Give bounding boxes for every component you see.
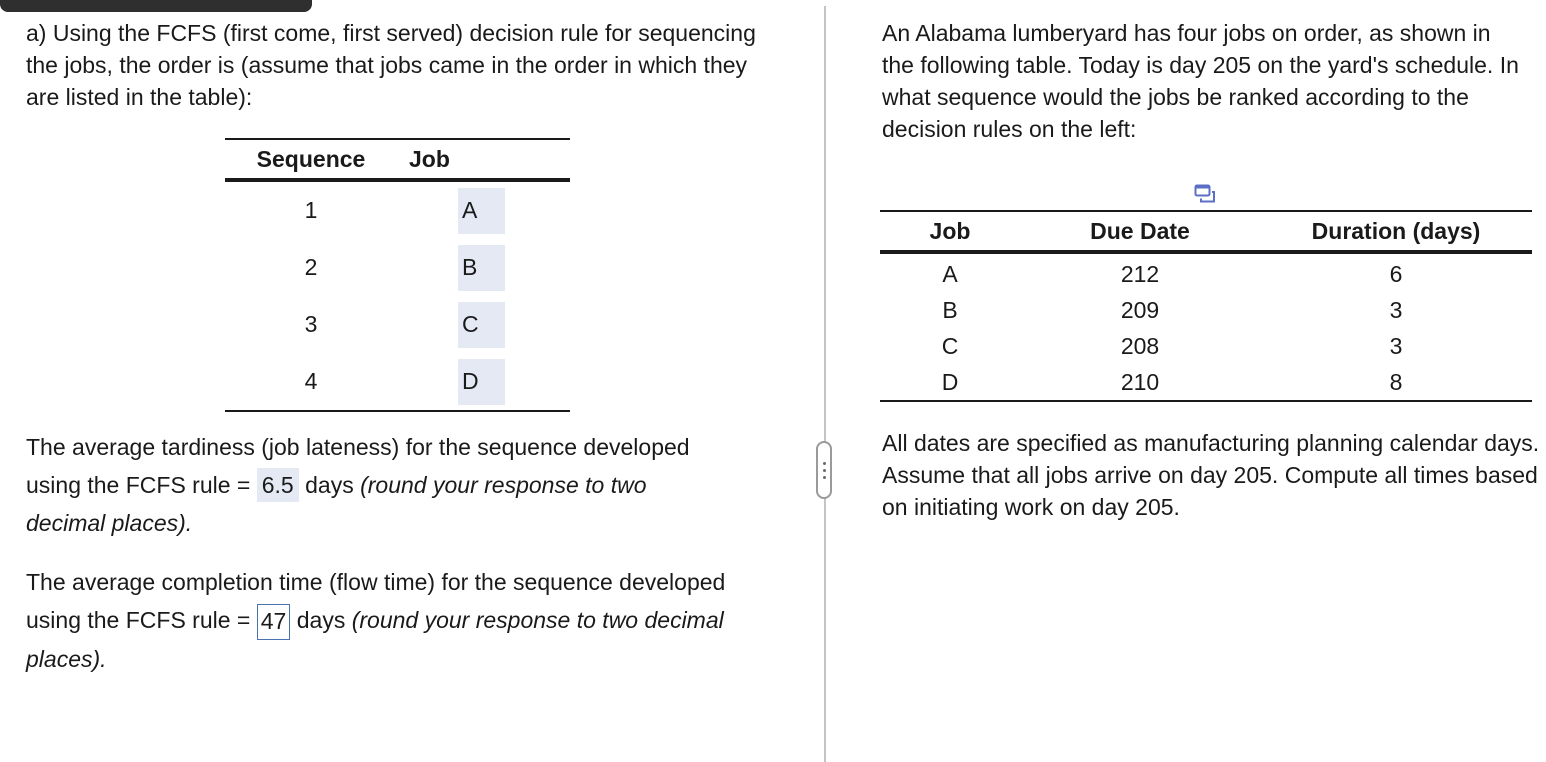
table-row [880,292,1532,328]
table-bottom-rule [880,400,1532,402]
header-job: Job [929,217,971,244]
header-duration: Duration (days) [1311,217,1481,244]
duration: 3 [1389,332,1403,359]
job-data-table [880,210,1532,402]
duration: 6 [1389,260,1403,287]
tardiness-unit: days [298,472,361,498]
copy-table-icon[interactable] [1194,184,1216,204]
due-date: 208 [1120,332,1160,359]
table-row [880,256,1532,292]
table-row [880,364,1532,400]
handle-dot [823,469,826,472]
flow-time-unit: days [290,607,352,633]
duration: 8 [1389,368,1403,395]
flow-time-text: The average completion time (flow time) for the sequence developed using the FCFS rule = [26,569,726,633]
header-due-date: Due Date [1090,217,1190,244]
header-job: Job [409,145,450,172]
job-id: A [942,260,958,287]
table-row [225,296,570,353]
sequence-table [225,138,570,412]
sequence-number: 4 [304,368,318,394]
table-row [880,328,1532,364]
job-id: D [941,368,959,395]
job-id: C [941,332,959,359]
flow-time-input[interactable]: 47 [257,604,291,640]
pane-divider[interactable] [824,6,826,762]
table-row [225,182,570,239]
right-pane [828,0,1546,762]
sequence-number: 2 [304,254,318,280]
job-table-header [880,212,1532,250]
tardiness-text: The average tardiness (job lateness) for the sequence developed using the FCFS rule = [26,434,690,498]
due-date: 209 [1120,296,1160,323]
job-answer-cell[interactable]: D [458,359,505,405]
question-a-text: a) Using the FCFS (first come, first served) decision rule for sequencing the jobs, the order is (assume that jobs came in the order in which they are listed in the table): [26,20,756,110]
flow-time-question [26,563,726,678]
handle-dot [823,476,826,479]
tardiness-rounding-note: (round your response to two decimal places). [26,472,647,536]
due-date: 212 [1120,260,1160,287]
table-row [225,353,570,410]
due-date: 210 [1120,368,1160,395]
job-table-body [880,254,1532,400]
handle-dot [823,462,826,465]
table-row [225,239,570,296]
sequence-number: 3 [304,311,318,337]
job-id: B [942,296,958,323]
job-answer-cell[interactable]: C [458,302,505,348]
dates-note: All dates are specified as manufacturing planning calendar days. Assume that all jobs arrive on day 205. Compute all times based on initiating work on day 205. [882,430,1540,520]
header-sequence: Sequence [256,145,366,172]
problem-intro: An Alabama lumberyard has four jobs on order, as shown in the following table. Today is day 205 on the yard's schedule. In what sequence would the jobs be ranked according to the decision rules on the left: [882,20,1519,142]
job-answer-cell[interactable]: B [458,245,505,291]
tardiness-answer[interactable]: 6.5 [257,468,299,502]
tardiness-question [26,428,726,542]
flow-time-rounding-note: (round your response to two decimal places). [26,607,724,672]
duration: 3 [1389,296,1403,323]
sequence-number: 1 [304,197,318,223]
job-answer-cell[interactable]: A [458,188,505,234]
table-bottom-rule [225,410,570,412]
sequence-table-header [225,140,570,178]
